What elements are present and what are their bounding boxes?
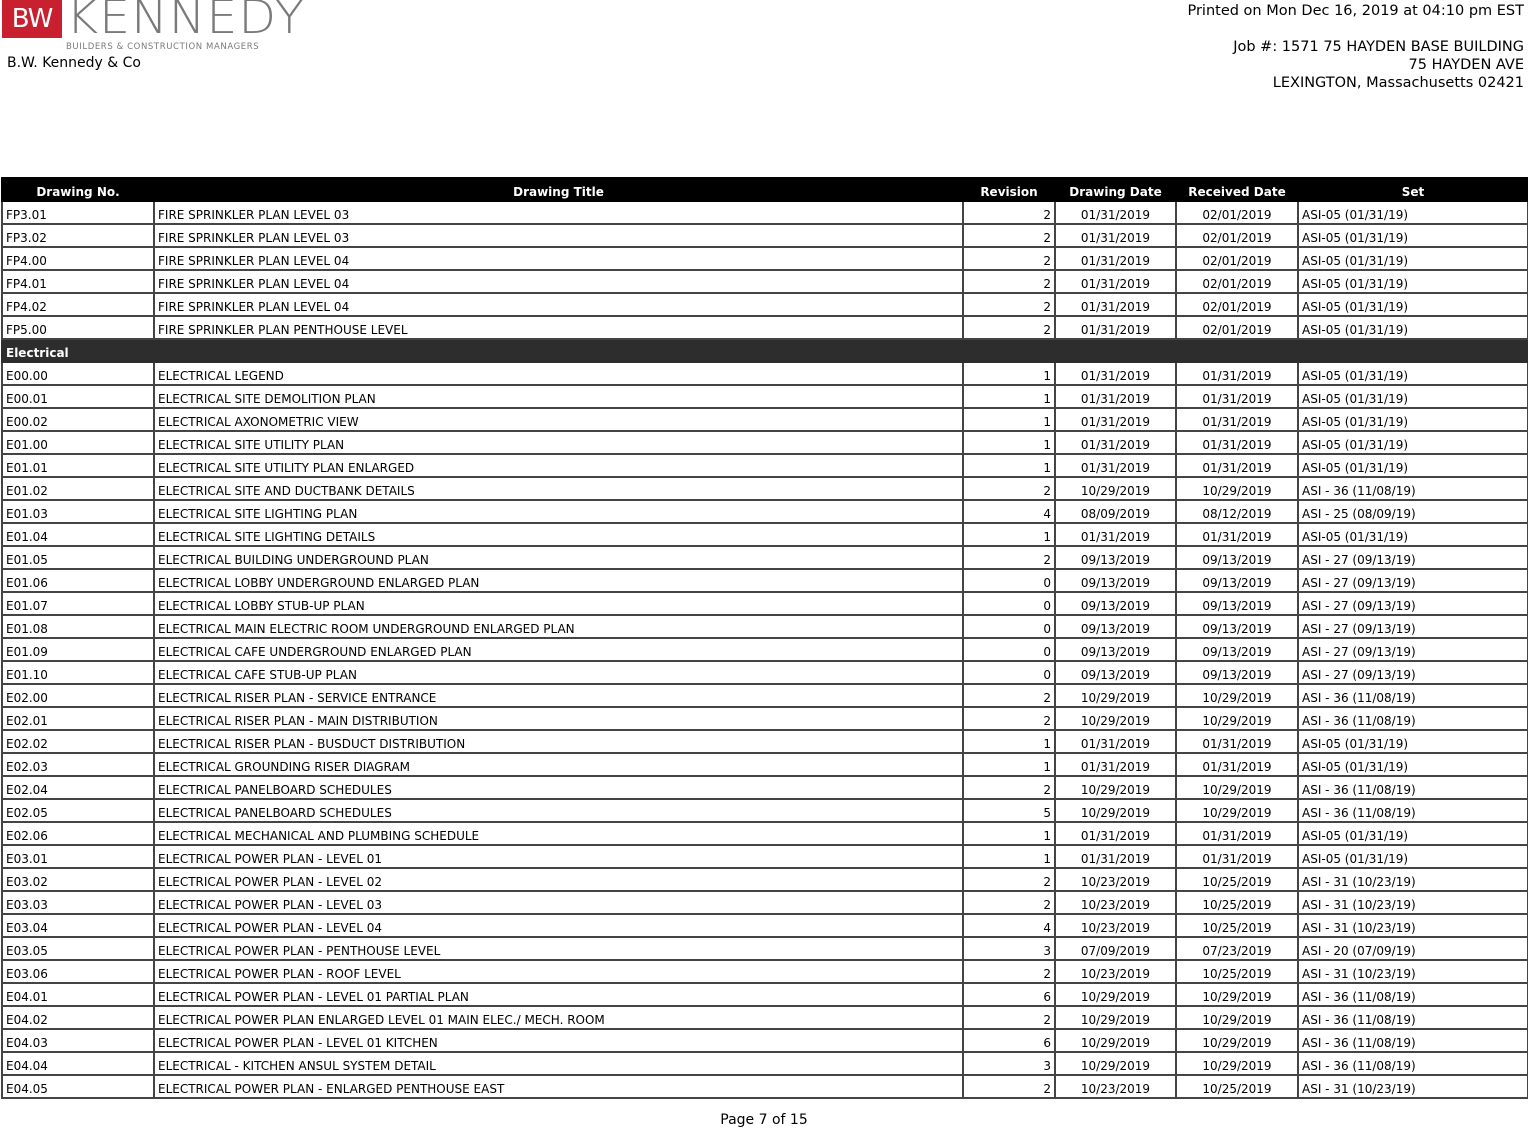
cell-set: ASI-05 (01/31/19) (1298, 224, 1528, 247)
cell-drawing-title: ELECTRICAL PANELBOARD SCHEDULES (154, 799, 963, 822)
cell-revision: 1 (963, 845, 1055, 868)
cell-drawing-title: ELECTRICAL CAFE UNDERGROUND ENLARGED PLAN (154, 638, 963, 661)
cell-drawing-title: FIRE SPRINKLER PLAN PENTHOUSE LEVEL (154, 316, 963, 339)
column-header-set: Set (1298, 178, 1528, 201)
cell-revision: 0 (963, 661, 1055, 684)
report-header (1187, 2, 1524, 92)
cell-drawing-title: ELECTRICAL GROUNDING RISER DIAGRAM (154, 753, 963, 776)
cell-drawing-title: ELECTRICAL RISER PLAN - BUSDUCT DISTRIBUTION (154, 730, 963, 753)
cell-received-date: 10/29/2019 (1176, 1052, 1298, 1075)
table-row (2, 1075, 1528, 1098)
cell-drawing-date: 09/13/2019 (1055, 638, 1176, 661)
cell-received-date: 02/01/2019 (1176, 270, 1298, 293)
cell-revision: 5 (963, 799, 1055, 822)
cell-set: ASI - 20 (07/09/19) (1298, 937, 1528, 960)
cell-set: ASI-05 (01/31/19) (1298, 293, 1528, 316)
cell-revision: 1 (963, 822, 1055, 845)
table-header-row (2, 178, 1528, 201)
cell-drawing-no: E02.01 (2, 707, 154, 730)
cell-drawing-title: ELECTRICAL LEGEND (154, 362, 963, 385)
cell-revision: 2 (963, 293, 1055, 316)
cell-received-date: 10/29/2019 (1176, 776, 1298, 799)
cell-drawing-date: 01/31/2019 (1055, 247, 1176, 270)
cell-set: ASI-05 (01/31/19) (1298, 316, 1528, 339)
printed-timestamp: Printed on Mon Dec 16, 2019 at 04:10 pm EST (1187, 3, 1524, 19)
cell-drawing-no: FP5.00 (2, 316, 154, 339)
cell-drawing-no: E00.00 (2, 362, 154, 385)
cell-drawing-no: E01.02 (2, 477, 154, 500)
cell-drawing-no: E02.03 (2, 753, 154, 776)
cell-received-date: 08/12/2019 (1176, 500, 1298, 523)
cell-received-date: 07/23/2019 (1176, 937, 1298, 960)
cell-set: ASI - 27 (09/13/19) (1298, 615, 1528, 638)
table-row (2, 638, 1528, 661)
table-row (2, 868, 1528, 891)
cell-set: ASI-05 (01/31/19) (1298, 385, 1528, 408)
cell-drawing-no: E01.01 (2, 454, 154, 477)
column-header-drawing-no: Drawing No. (2, 178, 154, 201)
cell-drawing-no: E01.04 (2, 523, 154, 546)
cell-set: ASI - 36 (11/08/19) (1298, 799, 1528, 822)
cell-revision: 2 (963, 270, 1055, 293)
cell-received-date: 10/29/2019 (1176, 707, 1298, 730)
cell-drawing-no: E01.00 (2, 431, 154, 454)
cell-revision: 2 (963, 707, 1055, 730)
section-header-row (2, 339, 1528, 362)
cell-set: ASI - 36 (11/08/19) (1298, 983, 1528, 1006)
cell-drawing-no: FP3.02 (2, 224, 154, 247)
cell-drawing-no: E02.06 (2, 822, 154, 845)
cell-set: ASI - 27 (09/13/19) (1298, 592, 1528, 615)
table-row (2, 224, 1528, 247)
cell-drawing-date: 10/29/2019 (1055, 684, 1176, 707)
cell-set: ASI - 31 (10/23/19) (1298, 868, 1528, 891)
cell-drawing-date: 10/23/2019 (1055, 914, 1176, 937)
cell-drawing-no: E01.03 (2, 500, 154, 523)
table-row (2, 293, 1528, 316)
cell-received-date: 01/31/2019 (1176, 408, 1298, 431)
cell-drawing-date: 01/31/2019 (1055, 270, 1176, 293)
cell-set: ASI - 36 (11/08/19) (1298, 776, 1528, 799)
cell-revision: 6 (963, 983, 1055, 1006)
cell-drawing-date: 08/09/2019 (1055, 500, 1176, 523)
table-row (2, 454, 1528, 477)
cell-received-date: 10/29/2019 (1176, 1029, 1298, 1052)
cell-set: ASI - 36 (11/08/19) (1298, 684, 1528, 707)
cell-revision: 3 (963, 937, 1055, 960)
cell-received-date: 01/31/2019 (1176, 523, 1298, 546)
cell-drawing-title: FIRE SPRINKLER PLAN LEVEL 03 (154, 224, 963, 247)
cell-set: ASI-05 (01/31/19) (1298, 753, 1528, 776)
cell-received-date: 09/13/2019 (1176, 638, 1298, 661)
column-header-drawing-date: Drawing Date (1055, 178, 1176, 201)
cell-drawing-no: E03.02 (2, 868, 154, 891)
cell-revision: 2 (963, 224, 1055, 247)
cell-set: ASI-05 (01/31/19) (1298, 270, 1528, 293)
cell-received-date: 01/31/2019 (1176, 730, 1298, 753)
cell-received-date: 01/31/2019 (1176, 454, 1298, 477)
cell-received-date: 10/29/2019 (1176, 684, 1298, 707)
cell-drawing-title: ELECTRICAL POWER PLAN - LEVEL 02 (154, 868, 963, 891)
cell-set: ASI - 36 (11/08/19) (1298, 1029, 1528, 1052)
cell-set: ASI - 36 (11/08/19) (1298, 1006, 1528, 1029)
cell-drawing-date: 01/31/2019 (1055, 822, 1176, 845)
cell-received-date: 02/01/2019 (1176, 224, 1298, 247)
cell-drawing-no: E04.05 (2, 1075, 154, 1098)
cell-received-date: 01/31/2019 (1176, 362, 1298, 385)
table-row (2, 523, 1528, 546)
job-number: Job #: 1571 75 HAYDEN BASE BUILDING (1233, 39, 1524, 55)
cell-drawing-date: 10/29/2019 (1055, 707, 1176, 730)
cell-drawing-title: ELECTRICAL POWER PLAN - LEVEL 03 (154, 891, 963, 914)
table-row (2, 753, 1528, 776)
cell-drawing-date: 10/23/2019 (1055, 960, 1176, 983)
cell-drawing-date: 10/23/2019 (1055, 868, 1176, 891)
cell-received-date: 09/13/2019 (1176, 592, 1298, 615)
cell-set: ASI - 31 (10/23/19) (1298, 914, 1528, 937)
cell-revision: 2 (963, 960, 1055, 983)
cell-drawing-title: ELECTRICAL MECHANICAL AND PLUMBING SCHEDULE (154, 822, 963, 845)
table-row (2, 500, 1528, 523)
cell-received-date: 01/31/2019 (1176, 431, 1298, 454)
cell-drawing-date: 10/29/2019 (1055, 1052, 1176, 1075)
cell-received-date: 09/13/2019 (1176, 661, 1298, 684)
job-address-line1: 75 HAYDEN AVE (1408, 57, 1524, 73)
cell-set: ASI-05 (01/31/19) (1298, 431, 1528, 454)
cell-revision: 2 (963, 1075, 1055, 1098)
cell-drawing-title: ELECTRICAL PANELBOARD SCHEDULES (154, 776, 963, 799)
section-label: Electrical (2, 339, 1528, 362)
table-row (2, 385, 1528, 408)
cell-drawing-date: 01/31/2019 (1055, 845, 1176, 868)
cell-drawing-date: 10/29/2019 (1055, 1006, 1176, 1029)
table-row (2, 891, 1528, 914)
cell-drawing-date: 01/31/2019 (1055, 224, 1176, 247)
cell-drawing-no: FP4.02 (2, 293, 154, 316)
cell-revision: 4 (963, 500, 1055, 523)
cell-received-date: 10/25/2019 (1176, 891, 1298, 914)
cell-drawing-no: E02.00 (2, 684, 154, 707)
cell-received-date: 01/31/2019 (1176, 822, 1298, 845)
cell-drawing-title: ELECTRICAL POWER PLAN - ENLARGED PENTHOUSE EAST (154, 1075, 963, 1098)
cell-received-date: 10/29/2019 (1176, 799, 1298, 822)
cell-revision: 4 (963, 914, 1055, 937)
cell-drawing-date: 01/31/2019 (1055, 523, 1176, 546)
cell-drawing-date: 09/13/2019 (1055, 569, 1176, 592)
table-row (2, 661, 1528, 684)
cell-drawing-title: ELECTRICAL MAIN ELECTRIC ROOM UNDERGROUND ENLARGED PLAN (154, 615, 963, 638)
table-row (2, 569, 1528, 592)
company-logo (0, 0, 306, 52)
cell-received-date: 01/31/2019 (1176, 385, 1298, 408)
cell-drawing-title: ELECTRICAL SITE UTILITY PLAN (154, 431, 963, 454)
cell-drawing-date: 10/29/2019 (1055, 799, 1176, 822)
table-row (2, 477, 1528, 500)
cell-revision: 6 (963, 1029, 1055, 1052)
cell-drawing-no: E04.04 (2, 1052, 154, 1075)
cell-drawing-title: ELECTRICAL POWER PLAN - PENTHOUSE LEVEL (154, 937, 963, 960)
table-row (2, 822, 1528, 845)
cell-drawing-title: ELECTRICAL SITE LIGHTING DETAILS (154, 523, 963, 546)
table-row (2, 201, 1528, 224)
cell-drawing-no: E04.03 (2, 1029, 154, 1052)
table-row (2, 960, 1528, 983)
table-row (2, 431, 1528, 454)
cell-revision: 2 (963, 868, 1055, 891)
cell-revision: 2 (963, 1006, 1055, 1029)
cell-drawing-no: FP3.01 (2, 201, 154, 224)
cell-drawing-date: 01/31/2019 (1055, 201, 1176, 224)
cell-revision: 2 (963, 776, 1055, 799)
cell-drawing-no: E01.05 (2, 546, 154, 569)
cell-revision: 2 (963, 316, 1055, 339)
cell-set: ASI - 27 (09/13/19) (1298, 546, 1528, 569)
job-address-line2: LEXINGTON, Massachusetts 02421 (1272, 75, 1524, 91)
cell-drawing-date: 01/31/2019 (1055, 408, 1176, 431)
cell-drawing-no: E01.08 (2, 615, 154, 638)
cell-drawing-date: 01/31/2019 (1055, 730, 1176, 753)
table-row (2, 362, 1528, 385)
cell-revision: 2 (963, 477, 1055, 500)
cell-drawing-title: ELECTRICAL POWER PLAN ENLARGED LEVEL 01 MAIN ELEC./ MECH. ROOM (154, 1006, 963, 1029)
cell-set: ASI-05 (01/31/19) (1298, 362, 1528, 385)
cell-drawing-date: 01/31/2019 (1055, 431, 1176, 454)
cell-set: ASI - 31 (10/23/19) (1298, 960, 1528, 983)
cell-drawing-no: E04.01 (2, 983, 154, 1006)
table-row (2, 615, 1528, 638)
cell-set: ASI-05 (01/31/19) (1298, 523, 1528, 546)
cell-received-date: 09/13/2019 (1176, 615, 1298, 638)
cell-revision: 2 (963, 247, 1055, 270)
cell-drawing-date: 09/13/2019 (1055, 546, 1176, 569)
table-row (2, 270, 1528, 293)
cell-set: ASI-05 (01/31/19) (1298, 822, 1528, 845)
cell-drawing-date: 01/31/2019 (1055, 362, 1176, 385)
cell-drawing-title: ELECTRICAL LOBBY UNDERGROUND ENLARGED PLAN (154, 569, 963, 592)
cell-set: ASI - 25 (08/09/19) (1298, 500, 1528, 523)
cell-received-date: 10/29/2019 (1176, 477, 1298, 500)
table-row (2, 799, 1528, 822)
table-row (2, 1029, 1528, 1052)
cell-drawing-date: 10/29/2019 (1055, 477, 1176, 500)
cell-set: ASI-05 (01/31/19) (1298, 247, 1528, 270)
cell-drawing-title: ELECTRICAL BUILDING UNDERGROUND PLAN (154, 546, 963, 569)
cell-revision: 2 (963, 201, 1055, 224)
cell-set: ASI - 36 (11/08/19) (1298, 1052, 1528, 1075)
cell-revision: 1 (963, 730, 1055, 753)
cell-drawing-date: 09/13/2019 (1055, 661, 1176, 684)
cell-drawing-title: ELECTRICAL SITE UTILITY PLAN ENLARGED (154, 454, 963, 477)
cell-set: ASI - 36 (11/08/19) (1298, 707, 1528, 730)
cell-drawing-no: E03.01 (2, 845, 154, 868)
cell-drawing-title: ELECTRICAL POWER PLAN - LEVEL 01 KITCHEN (154, 1029, 963, 1052)
page-number: Page 7 of 15 (720, 1112, 808, 1128)
cell-set: ASI-05 (01/31/19) (1298, 408, 1528, 431)
cell-revision: 1 (963, 408, 1055, 431)
cell-revision: 1 (963, 523, 1055, 546)
cell-drawing-no: E00.01 (2, 385, 154, 408)
cell-drawing-title: ELECTRICAL SITE AND DUCTBANK DETAILS (154, 477, 963, 500)
cell-drawing-date: 10/29/2019 (1055, 983, 1176, 1006)
table-row (2, 845, 1528, 868)
cell-revision: 1 (963, 385, 1055, 408)
cell-drawing-date: 10/29/2019 (1055, 1029, 1176, 1052)
cell-drawing-date: 01/31/2019 (1055, 385, 1176, 408)
cell-received-date: 09/13/2019 (1176, 546, 1298, 569)
cell-received-date: 09/13/2019 (1176, 569, 1298, 592)
cell-received-date: 10/29/2019 (1176, 1006, 1298, 1029)
cell-drawing-no: E03.04 (2, 914, 154, 937)
cell-drawing-no: FP4.01 (2, 270, 154, 293)
table-row (2, 684, 1528, 707)
cell-set: ASI-05 (01/31/19) (1298, 454, 1528, 477)
table-row (2, 247, 1528, 270)
cell-received-date: 10/29/2019 (1176, 983, 1298, 1006)
cell-set: ASI - 27 (09/13/19) (1298, 638, 1528, 661)
cell-drawing-title: ELECTRICAL SITE LIGHTING PLAN (154, 500, 963, 523)
cell-revision: 0 (963, 615, 1055, 638)
logo-tagline: BUILDERS & CONSTRUCTION MANAGERS (66, 42, 260, 52)
cell-drawing-title: ELECTRICAL - KITCHEN ANSUL SYSTEM DETAIL (154, 1052, 963, 1075)
cell-drawing-title: ELECTRICAL RISER PLAN - MAIN DISTRIBUTION (154, 707, 963, 730)
cell-received-date: 01/31/2019 (1176, 753, 1298, 776)
cell-set: ASI - 31 (10/23/19) (1298, 1075, 1528, 1098)
table-row (2, 592, 1528, 615)
table-row (2, 914, 1528, 937)
cell-revision: 2 (963, 891, 1055, 914)
table-body (2, 201, 1528, 1098)
cell-drawing-no: E03.05 (2, 937, 154, 960)
logo-wordmark: KENNEDY (66, 0, 306, 45)
cell-drawing-title: ELECTRICAL POWER PLAN - ROOF LEVEL (154, 960, 963, 983)
cell-set: ASI - 27 (09/13/19) (1298, 661, 1528, 684)
cell-revision: 2 (963, 684, 1055, 707)
cell-drawing-date: 01/31/2019 (1055, 454, 1176, 477)
cell-received-date: 02/01/2019 (1176, 201, 1298, 224)
cell-drawing-date: 01/31/2019 (1055, 316, 1176, 339)
cell-revision: 1 (963, 362, 1055, 385)
table-row (2, 776, 1528, 799)
column-header-drawing-title: Drawing Title (154, 178, 963, 201)
cell-set: ASI - 36 (11/08/19) (1298, 477, 1528, 500)
cell-set: ASI-05 (01/31/19) (1298, 730, 1528, 753)
cell-drawing-date: 01/31/2019 (1055, 293, 1176, 316)
table-row (2, 1006, 1528, 1029)
cell-drawing-date: 09/13/2019 (1055, 592, 1176, 615)
cell-drawing-no: E01.06 (2, 569, 154, 592)
cell-drawing-date: 10/29/2019 (1055, 776, 1176, 799)
cell-drawing-date: 09/13/2019 (1055, 615, 1176, 638)
logo-mark: BW (2, 0, 62, 38)
table-row (2, 316, 1528, 339)
cell-drawing-no: E02.04 (2, 776, 154, 799)
table-row (2, 983, 1528, 1006)
cell-drawing-title: ELECTRICAL SITE DEMOLITION PLAN (154, 385, 963, 408)
column-header-received-date: Received Date (1176, 178, 1298, 201)
cell-set: ASI - 27 (09/13/19) (1298, 569, 1528, 592)
cell-drawing-title: ELECTRICAL AXONOMETRIC VIEW (154, 408, 963, 431)
drawing-log-table (1, 177, 1528, 1099)
table-row (2, 408, 1528, 431)
cell-revision: 1 (963, 454, 1055, 477)
cell-revision: 0 (963, 592, 1055, 615)
table-row (2, 937, 1528, 960)
cell-drawing-no: E03.06 (2, 960, 154, 983)
cell-drawing-no: E01.10 (2, 661, 154, 684)
cell-received-date: 10/25/2019 (1176, 868, 1298, 891)
cell-drawing-no: E04.02 (2, 1006, 154, 1029)
table-row (2, 707, 1528, 730)
cell-drawing-title: ELECTRICAL POWER PLAN - LEVEL 04 (154, 914, 963, 937)
cell-drawing-date: 10/23/2019 (1055, 1075, 1176, 1098)
company-name: B.W. Kennedy & Co (7, 55, 141, 71)
cell-received-date: 02/01/2019 (1176, 247, 1298, 270)
cell-drawing-title: FIRE SPRINKLER PLAN LEVEL 04 (154, 293, 963, 316)
cell-set: ASI - 31 (10/23/19) (1298, 891, 1528, 914)
cell-drawing-title: FIRE SPRINKLER PLAN LEVEL 03 (154, 201, 963, 224)
table-row (2, 546, 1528, 569)
table-row (2, 1052, 1528, 1075)
cell-drawing-no: E01.07 (2, 592, 154, 615)
cell-drawing-no: FP4.00 (2, 247, 154, 270)
table-row (2, 730, 1528, 753)
cell-revision: 0 (963, 569, 1055, 592)
cell-drawing-date: 07/09/2019 (1055, 937, 1176, 960)
cell-received-date: 10/25/2019 (1176, 1075, 1298, 1098)
cell-drawing-title: ELECTRICAL LOBBY STUB-UP PLAN (154, 592, 963, 615)
cell-received-date: 02/01/2019 (1176, 293, 1298, 316)
cell-revision: 2 (963, 546, 1055, 569)
cell-drawing-no: E00.02 (2, 408, 154, 431)
cell-set: ASI-05 (01/31/19) (1298, 201, 1528, 224)
cell-drawing-title: FIRE SPRINKLER PLAN LEVEL 04 (154, 247, 963, 270)
cell-revision: 0 (963, 638, 1055, 661)
cell-drawing-date: 01/31/2019 (1055, 753, 1176, 776)
cell-received-date: 02/01/2019 (1176, 316, 1298, 339)
cell-received-date: 10/25/2019 (1176, 960, 1298, 983)
cell-set: ASI-05 (01/31/19) (1298, 845, 1528, 868)
cell-revision: 1 (963, 753, 1055, 776)
cell-drawing-no: E02.02 (2, 730, 154, 753)
cell-drawing-title: FIRE SPRINKLER PLAN LEVEL 04 (154, 270, 963, 293)
cell-drawing-title: ELECTRICAL RISER PLAN - SERVICE ENTRANCE (154, 684, 963, 707)
cell-received-date: 10/25/2019 (1176, 914, 1298, 937)
cell-drawing-no: E03.03 (2, 891, 154, 914)
cell-drawing-title: ELECTRICAL CAFE STUB-UP PLAN (154, 661, 963, 684)
cell-drawing-title: ELECTRICAL POWER PLAN - LEVEL 01 (154, 845, 963, 868)
cell-drawing-no: E02.05 (2, 799, 154, 822)
cell-drawing-title: ELECTRICAL POWER PLAN - LEVEL 01 PARTIAL PLAN (154, 983, 963, 1006)
cell-drawing-no: E01.09 (2, 638, 154, 661)
cell-revision: 3 (963, 1052, 1055, 1075)
cell-drawing-date: 10/23/2019 (1055, 891, 1176, 914)
column-header-revision: Revision (963, 178, 1055, 201)
cell-revision: 1 (963, 431, 1055, 454)
cell-received-date: 01/31/2019 (1176, 845, 1298, 868)
